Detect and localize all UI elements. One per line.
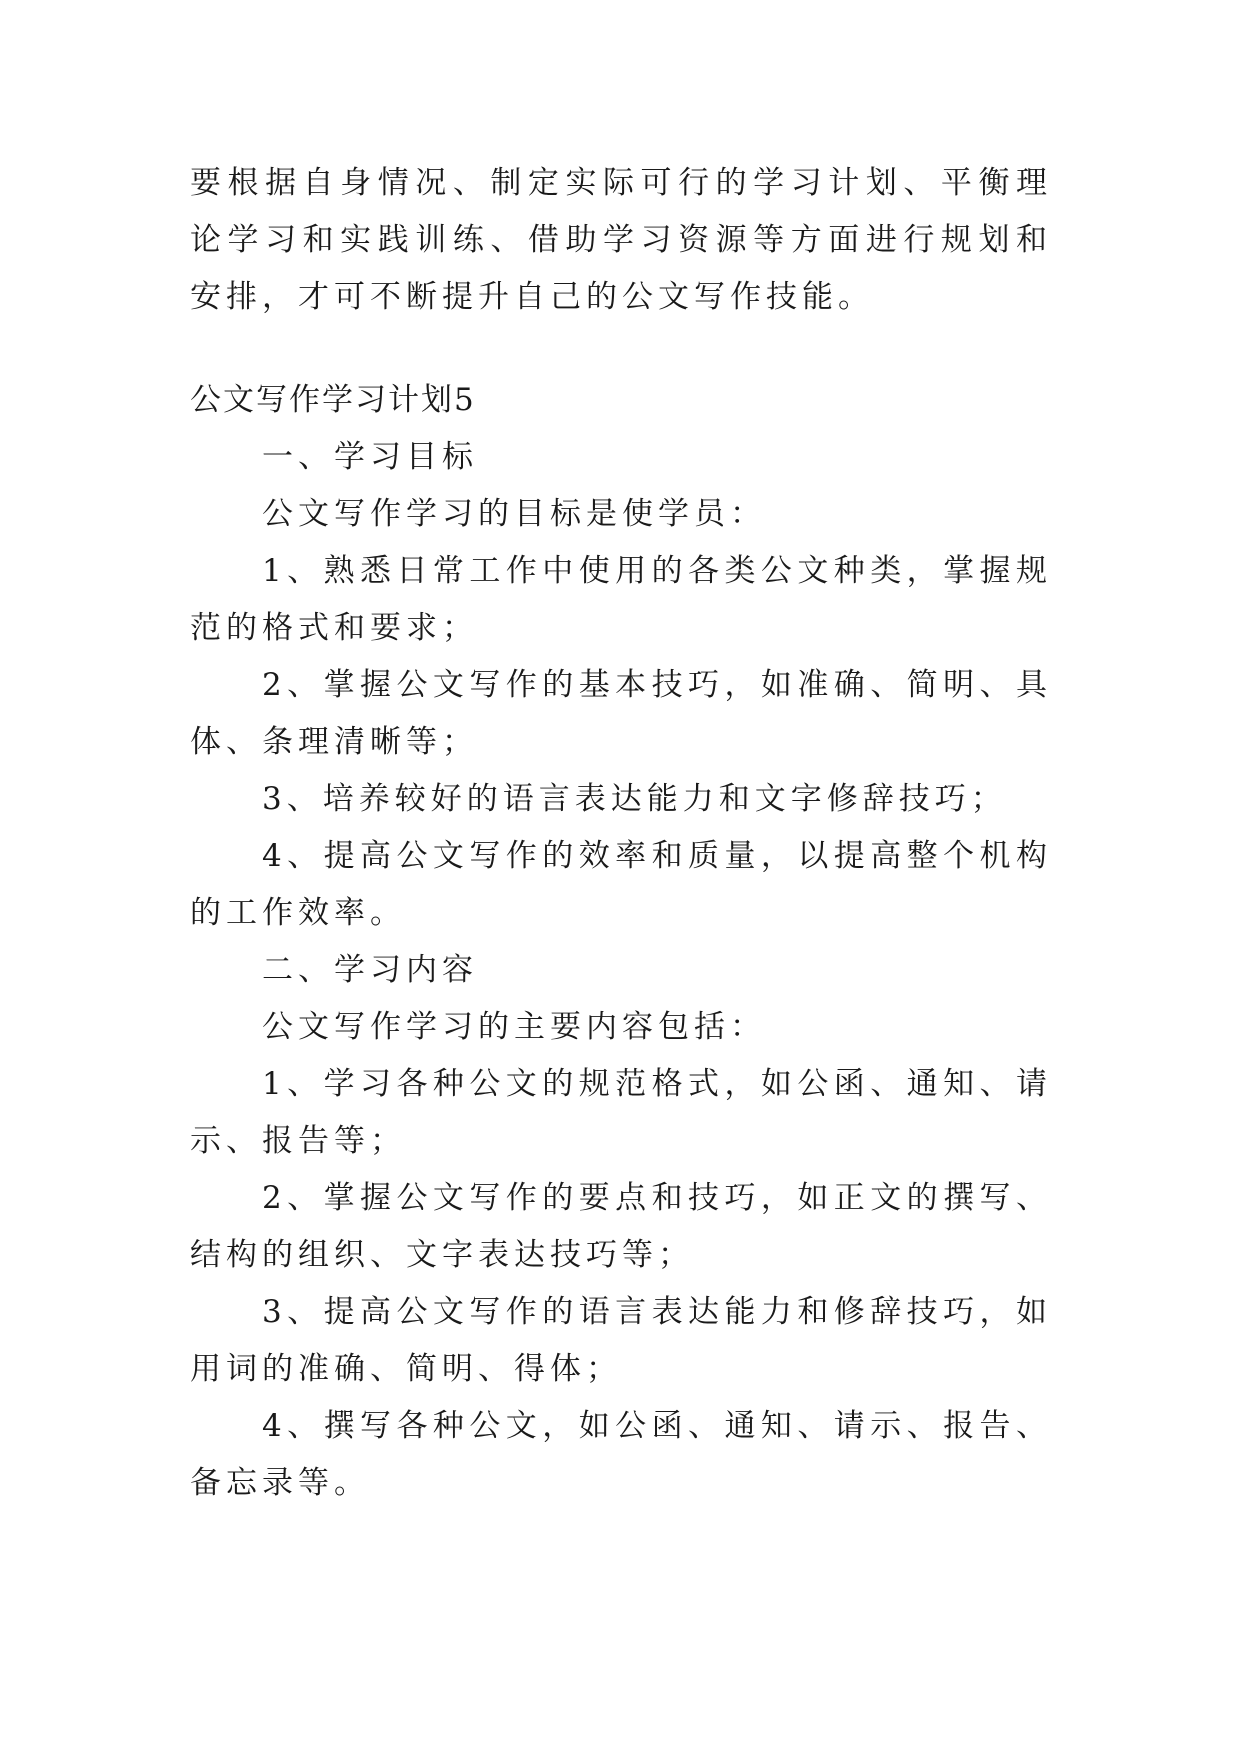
goals-item: 2、掌握公文写作的基本技巧，如准确、简明、具体、条理清晰等；	[190, 667, 1052, 760]
goals-lead: 公文写作学习的目标是使学员：	[262, 496, 766, 532]
content-item: 3、提高公文写作的语言表达能力和修辞技巧，如用词的准确、简明、得体；	[190, 1294, 1052, 1387]
content-heading: 二、学习内容	[262, 952, 478, 988]
goals-item: 3、培养较好的语言表达能力和文字修辞技巧；	[262, 781, 1007, 817]
goals-item: 4、提高公文写作的效率和质量，以提高整个机构的工作效率。	[190, 838, 1052, 931]
content-item: 4、撰写各种公文，如公函、通知、请示、报告、备忘录等。	[190, 1408, 1052, 1501]
goals-item: 1、熟悉日常工作中使用的各类公文种类，掌握规范的格式和要求；	[190, 553, 1052, 646]
section-title: 公文写作学习计划5	[190, 382, 476, 418]
content-item: 2、掌握公文写作的要点和技巧，如正文的撰写、结构的组织、文字表达技巧等；	[190, 1180, 1052, 1273]
document-body	[190, 155, 1052, 1512]
intro-paragraph: 要根据自身情况、制定实际可行的学习计划、平衡理论学习和实践训练、借助学习资源等方面进行规划和安排，才可不断提升自己的公文写作技能。	[190, 165, 1052, 315]
goals-heading: 一、学习目标	[262, 439, 478, 475]
content-item: 1、学习各种公文的规范格式，如公函、通知、请示、报告等；	[190, 1066, 1052, 1159]
content-lead: 公文写作学习的主要内容包括：	[262, 1009, 766, 1045]
